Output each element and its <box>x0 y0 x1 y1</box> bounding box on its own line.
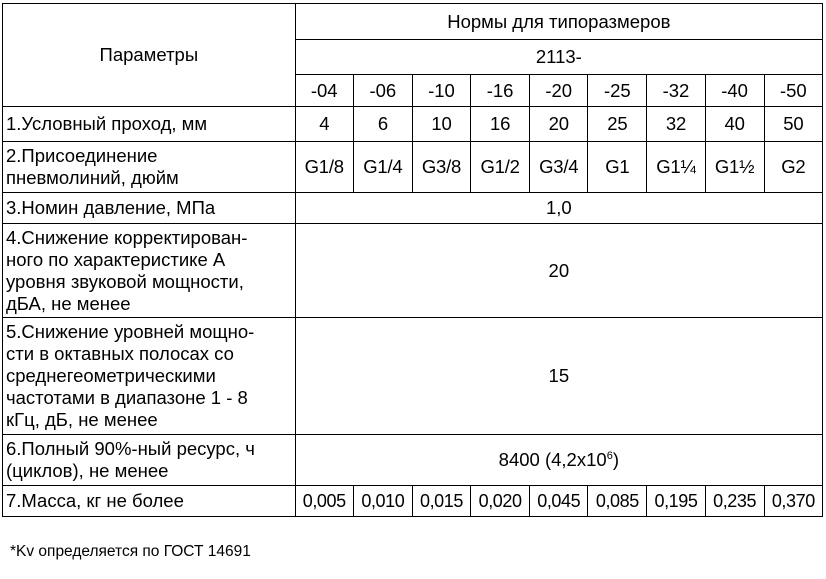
param-label: 7.Масса, кг не более <box>3 486 296 517</box>
resource-value: 8400 (4,2x10 <box>498 449 607 470</box>
param-label-cell <box>3 224 296 318</box>
value-cell: G1 <box>588 142 647 193</box>
header-params-text: Параметры <box>99 44 199 65</box>
footnote: *Kv определяется по ГОСТ 14691 <box>10 543 251 560</box>
value-cell: 0,370 <box>764 486 822 517</box>
param-label-cell <box>3 318 296 435</box>
value-cell: 0,235 <box>705 486 764 517</box>
param-label-cell <box>3 435 296 486</box>
size-cell: -40 <box>705 75 764 107</box>
value-cell: 0,005 <box>295 486 353 517</box>
model-text: 2113- <box>535 46 582 67</box>
merged-value-cell <box>295 435 822 486</box>
spec-table <box>2 3 823 517</box>
merged-value-cell: 1,0 <box>295 193 822 224</box>
value-cell: 6 <box>353 107 412 142</box>
model-cell <box>295 40 822 75</box>
value-cell: 10 <box>412 107 470 142</box>
value-cell: 0,010 <box>353 486 412 517</box>
param-label-cell <box>3 142 296 193</box>
param-label: 3.Номин давление, МПа <box>3 193 296 224</box>
row-sound-power <box>3 224 823 318</box>
resource-exponent: 6 <box>606 450 613 462</box>
row-resource <box>3 435 823 486</box>
value-cell: G1/8 <box>295 142 353 193</box>
merged-value-cell: 15 <box>295 318 822 435</box>
value-cell: 50 <box>764 107 822 142</box>
value-cell: 4 <box>295 107 353 142</box>
value-cell: 0,045 <box>530 486 588 517</box>
row-mass <box>3 486 823 517</box>
header-norms-cell <box>295 4 822 40</box>
value-cell: G1½ <box>705 142 764 193</box>
value-cell: 0,020 <box>471 486 530 517</box>
row-nominal-bore <box>3 107 823 142</box>
size-cell: -32 <box>647 75 705 107</box>
param-label: 2.Присоединение пневмолиний, дюйм <box>6 145 179 188</box>
param-label: 1.Условный проход, мм <box>3 107 296 142</box>
resource-close: ) <box>612 449 619 470</box>
size-cell: -50 <box>764 75 822 107</box>
header-norms-text: Нормы для типоразмеров <box>447 10 671 32</box>
value-cell: 16 <box>471 107 530 142</box>
value-cell: 0,015 <box>412 486 470 517</box>
value-cell: G1/2 <box>471 142 530 193</box>
size-cell: -04 <box>295 75 353 107</box>
value-cell: 32 <box>647 107 705 142</box>
value-cell: 40 <box>705 107 764 142</box>
size-cell: -06 <box>353 75 412 107</box>
size-cell: -25 <box>588 75 647 107</box>
value-cell: 0,085 <box>588 486 647 517</box>
row-connection <box>3 142 823 193</box>
header-params-cell <box>3 4 296 107</box>
row-octave <box>3 318 823 435</box>
value-cell: 20 <box>530 107 588 142</box>
param-label: 6.Полный 90%-ный ресурс, ч (циклов), не менее <box>6 438 255 481</box>
size-cell: -16 <box>471 75 530 107</box>
param-label: 4.Снижение корректирован- ного по характеристике А уровня звуковой мощности, дБА, не менее <box>6 226 248 314</box>
size-cell: -20 <box>530 75 588 107</box>
value-cell: G2 <box>764 142 822 193</box>
value-cell: G1¼ <box>647 142 705 193</box>
value-cell: G3/8 <box>412 142 470 193</box>
param-label: 5.Снижение уровней мощно- сти в октавных полосах со среднегеометрическими частотами в диапазоне 1 - 8 кГц, дБ, не менее <box>6 321 255 430</box>
merged-value-cell: 20 <box>295 224 822 318</box>
header-row-norms <box>3 4 823 40</box>
size-cell: -10 <box>412 75 470 107</box>
value-cell: 0,195 <box>647 486 705 517</box>
row-pressure <box>3 193 823 224</box>
value-cell: 25 <box>588 107 647 142</box>
value-cell: G1/4 <box>353 142 412 193</box>
value-cell: G3/4 <box>530 142 588 193</box>
